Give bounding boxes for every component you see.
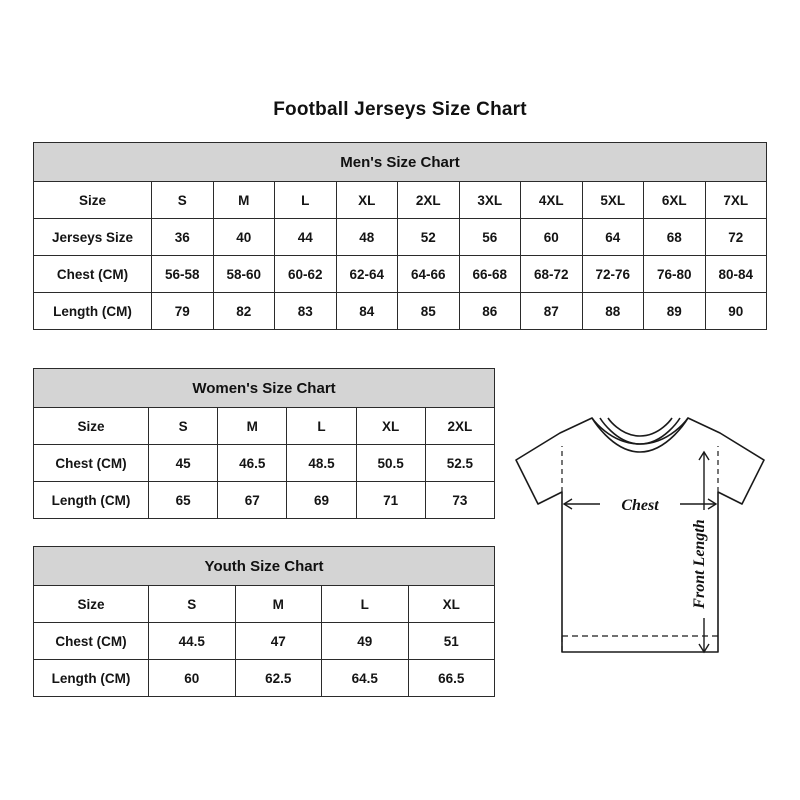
cell: L — [322, 586, 409, 623]
row-label: Chest (CM) — [34, 445, 149, 482]
row-label: Size — [34, 182, 152, 219]
cell: 64.5 — [322, 660, 409, 697]
cell: S — [152, 182, 214, 219]
cell: XL — [408, 586, 495, 623]
womens-size-table-wrapper — [33, 368, 495, 519]
cell: 7XL — [705, 182, 767, 219]
cell: 89 — [644, 293, 706, 330]
mens-table-header: Men's Size Chart — [34, 143, 767, 182]
cell: 85 — [398, 293, 460, 330]
cell: 2XL — [425, 408, 494, 445]
cell: 58-60 — [213, 256, 275, 293]
cell: 86 — [459, 293, 521, 330]
table-row — [34, 623, 495, 660]
cell: 60 — [521, 219, 583, 256]
cell: 4XL — [521, 182, 583, 219]
cell: L — [287, 408, 356, 445]
row-label: Length (CM) — [34, 660, 149, 697]
cell: 60-62 — [275, 256, 337, 293]
sleeve-seam-dashes — [562, 446, 718, 492]
youth-size-table — [33, 546, 495, 697]
table-row — [34, 445, 495, 482]
cell: 64 — [582, 219, 644, 256]
cell: S — [149, 586, 236, 623]
cell: 56 — [459, 219, 521, 256]
page-title: Football Jerseys Size Chart — [273, 99, 527, 120]
cell: 3XL — [459, 182, 521, 219]
hem-dash-line — [562, 636, 718, 652]
cell: 88 — [582, 293, 644, 330]
cell: 71 — [356, 482, 425, 519]
cell: M — [213, 182, 275, 219]
table-header-row — [34, 143, 767, 182]
cell: 79 — [152, 293, 214, 330]
cell: 49 — [322, 623, 409, 660]
cell: 90 — [705, 293, 767, 330]
cell: 80-84 — [705, 256, 767, 293]
row-label: Length (CM) — [34, 482, 149, 519]
cell: 66-68 — [459, 256, 521, 293]
cell: 40 — [213, 219, 275, 256]
table-row — [34, 660, 495, 697]
cell: 72 — [705, 219, 767, 256]
table-row — [34, 256, 767, 293]
cell: 44 — [275, 219, 337, 256]
cell: 60 — [149, 660, 236, 697]
womens-size-table — [33, 368, 495, 519]
cell: 52 — [398, 219, 460, 256]
table-row — [34, 182, 767, 219]
cell: S — [149, 408, 218, 445]
cell: L — [275, 182, 337, 219]
row-label: Length (CM) — [34, 293, 152, 330]
cell: 67 — [218, 482, 287, 519]
table-row — [34, 219, 767, 256]
cell: 62-64 — [336, 256, 398, 293]
row-label: Chest (CM) — [34, 623, 149, 660]
cell: M — [235, 586, 322, 623]
table-row — [34, 586, 495, 623]
cell: XL — [336, 182, 398, 219]
cell: 56-58 — [152, 256, 214, 293]
cell: 83 — [275, 293, 337, 330]
table-header-row — [34, 369, 495, 408]
cell: 47 — [235, 623, 322, 660]
chest-label: Chest — [621, 497, 659, 514]
womens-table-header: Women's Size Chart — [34, 369, 495, 408]
cell: 51 — [408, 623, 495, 660]
row-label: Chest (CM) — [34, 256, 152, 293]
cell: 72-76 — [582, 256, 644, 293]
cell: 64-66 — [398, 256, 460, 293]
cell: 73 — [425, 482, 494, 519]
cell: 2XL — [398, 182, 460, 219]
jersey-diagram — [500, 400, 780, 700]
cell: 76-80 — [644, 256, 706, 293]
cell: 84 — [336, 293, 398, 330]
table-row — [34, 482, 495, 519]
cell: 62.5 — [235, 660, 322, 697]
jersey-outline-icon — [516, 418, 764, 652]
youth-table-header: Youth Size Chart — [34, 547, 495, 586]
cell: 69 — [287, 482, 356, 519]
cell: 87 — [521, 293, 583, 330]
table-header-row — [34, 547, 495, 586]
cell: 82 — [213, 293, 275, 330]
cell: 36 — [152, 219, 214, 256]
cell: 45 — [149, 445, 218, 482]
cell: 66.5 — [408, 660, 495, 697]
front-length-label: Front Length — [691, 519, 708, 609]
cell: 5XL — [582, 182, 644, 219]
cell: 65 — [149, 482, 218, 519]
cell: 6XL — [644, 182, 706, 219]
cell: 52.5 — [425, 445, 494, 482]
cell: 68 — [644, 219, 706, 256]
cell: 46.5 — [218, 445, 287, 482]
mens-size-table-wrapper — [33, 142, 767, 330]
cell: 48 — [336, 219, 398, 256]
cell: 68-72 — [521, 256, 583, 293]
table-row — [34, 408, 495, 445]
row-label: Jerseys Size — [34, 219, 152, 256]
table-row — [34, 293, 767, 330]
cell: XL — [356, 408, 425, 445]
cell: 50.5 — [356, 445, 425, 482]
mens-size-table — [33, 142, 767, 330]
cell: M — [218, 408, 287, 445]
row-label: Size — [34, 586, 149, 623]
cell: 48.5 — [287, 445, 356, 482]
cell: 44.5 — [149, 623, 236, 660]
row-label: Size — [34, 408, 149, 445]
youth-size-table-wrapper — [33, 546, 495, 697]
